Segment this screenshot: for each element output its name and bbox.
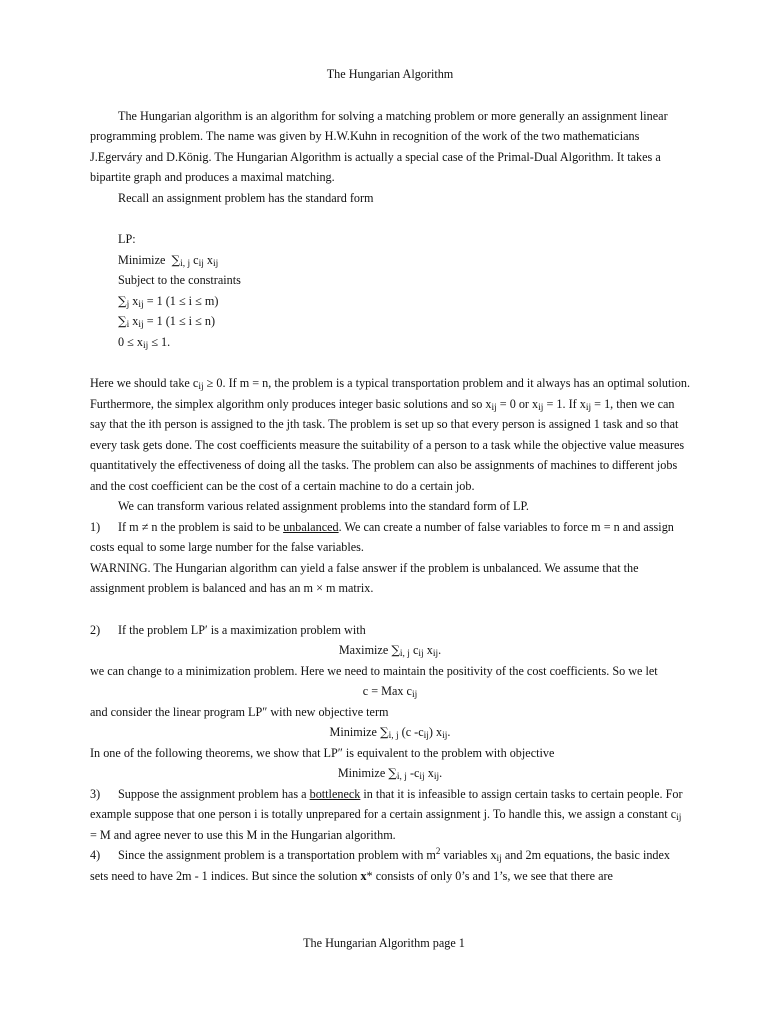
document-title: The Hungarian Algorithm bbox=[326, 67, 454, 81]
lp-constraint-3: $0 \le x_{ij} \le 1$. bbox=[118, 334, 171, 351]
item-2: 2) If the problem LP′ is a maximization problem with bbox=[90, 622, 366, 637]
item-3: 3) Suppose the assignment problem has a bottleneck in that it is infeasible to assign certain tasks to certain people. For example suppose that one person i is totally unprepared for a certain assignment j. To handle this, we assign a constant $c_{ij} = M$ and agree never to use this M in the Hungarian algorithm. bbox=[90, 786, 683, 842]
lp-formulation bbox=[90, 229, 690, 352]
item-2-text-c: In one of the following theorems, we show that LP″ is equivalent to the problem with objective bbox=[90, 745, 555, 760]
new-objective-equation: Minimize $\sum_{i, j}$ (c $-c_{ij}$) $x_{ij}$. bbox=[329, 725, 451, 741]
lp-constraint-2: $\sum_i$ $x_{ij} = 1$ (1 ≤ i ≤ n) bbox=[118, 314, 216, 330]
maximize-equation: Maximize $\sum_{i, j}$ $c_{ij}$ $x_{ij}$. bbox=[338, 643, 442, 659]
transform-intro: We can transform various related assignment problems into the standard form of LP. bbox=[118, 499, 529, 513]
item-2-text-b: and consider the linear program LP″ with new objective term bbox=[90, 704, 389, 719]
intro-paragraph: The Hungarian algorithm is an algorithm for solving a matching problem or more generally an assignment linear programming problem. The name was given by H.W.Kuhn in recognition of the work of the two mathematicians J.Egerváry and D.König. The Hungarian Algorithm is actually a special case of the Primal-Dual Algorithm. It takes a bipartite graph and produces a maximal matching. bbox=[90, 108, 668, 184]
cost-paragraph: Here we should take $c_{ij} \ge 0$. If m = n, the problem is a typical transportation problem and it always has an optimal solution. Furthermore, the simplex algorithm only produces integer basic solutions and so $x_{ij} = 0$ or $x_{ij} = 1$. If $x_{ij} = 1$, then we can say that the ith person is assigned to the jth task. The problem is set up so that every person is assigned 1 task and so that every task gets done. The cost coefficients measure the suitability of a person to a task while the objective value measures quantitatively the effectiveness of doing all the tasks. The problem can also be assignments of machines to different jobs and the cost coefficient can be the cost of a certain machine to do a certain job. bbox=[90, 376, 691, 493]
item-4: 4) Since the assignment problem is a transportation problem with $m^2$ variables $x_{ij}$ and 2m equations, the basic index sets need to have 2m - 1 indices. But since the solution x* consists of only 0’s and 1’s, we see that there are bbox=[90, 846, 671, 883]
lp-objective: Minimize $\sum_{i, j}$ $c_{ij}$ $x_{ij}$ bbox=[118, 252, 219, 269]
page-footer: The Hungarian Algorithm page 1 bbox=[303, 936, 465, 950]
item-2-text-a: we can change to a minimization problem. Here we need to maintain the positivity of the cost coefficients. So we let bbox=[90, 663, 658, 678]
recall-paragraph: Recall an assignment problem has the standard form bbox=[118, 190, 374, 205]
item-1: 1) If m ≠ n the problem is said to be unbalanced. We can create a number of false variables to force m = n and assign costs equal to some large number for the false variables. bbox=[90, 519, 674, 554]
equivalent-objective-equation: Minimize $\sum_{i, j}$ $-c_{ij}$ $x_{ij}$. bbox=[337, 766, 443, 782]
c-max-equation: c = Max $c_{ij}$ bbox=[362, 684, 418, 700]
lp-constraint-1: $\sum_j$ $x_{ij} = 1$ (1 ≤ i ≤ m) bbox=[118, 293, 219, 310]
document-body bbox=[90, 64, 690, 886]
lp-subject-to: Subject to the constraints bbox=[118, 273, 241, 287]
lp-label: LP: bbox=[118, 232, 136, 246]
warning-paragraph: WARNING. The Hungarian algorithm can yield a false answer if the problem is unbalanced. We assume that the assignment problem is balanced and has an m × m matrix. bbox=[90, 560, 639, 595]
